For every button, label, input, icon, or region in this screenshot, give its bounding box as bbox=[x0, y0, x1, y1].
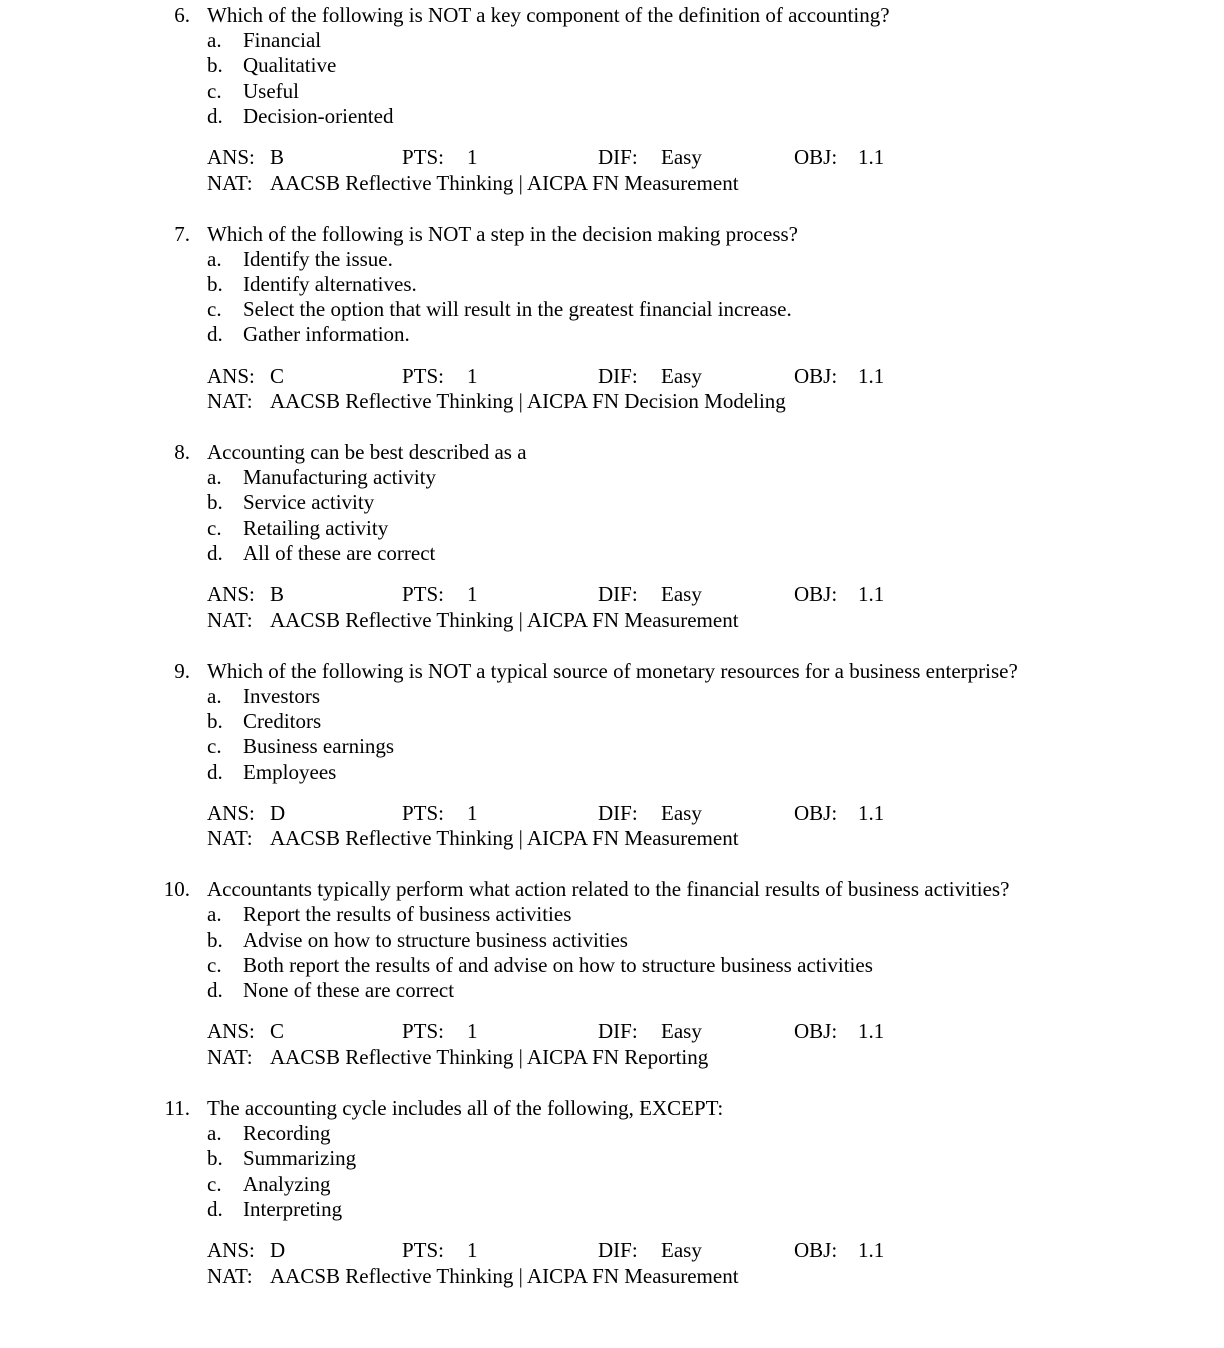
option-text: Useful bbox=[243, 78, 299, 103]
option-letter: a. bbox=[207, 28, 222, 52]
dif-label: DIF: bbox=[598, 800, 638, 825]
question-block bbox=[0, 222, 1224, 432]
obj-value: 1.1 bbox=[858, 1019, 885, 1044]
dif-label: DIF: bbox=[598, 145, 638, 169]
obj-label: OBJ: bbox=[794, 363, 838, 388]
question-text: Which of the following is NOT a key component of the definition of accounting? bbox=[207, 3, 890, 27]
option-text: Identify alternatives. bbox=[243, 271, 417, 296]
obj-value: 1.1 bbox=[858, 800, 885, 825]
pts-value: 1 bbox=[467, 363, 478, 388]
obj-label: OBJ: bbox=[794, 800, 838, 825]
option-letter: b. bbox=[207, 709, 223, 734]
option-text: Manufacturing activity bbox=[243, 465, 437, 490]
nat-value: AACSB Reflective Thinking | AICPA FN Measurement bbox=[270, 170, 739, 195]
option-text: Creditors bbox=[243, 709, 322, 734]
pts-value: 1 bbox=[467, 1238, 478, 1262]
question-text: The accounting cycle includes all of the following, EXCEPT: bbox=[207, 1096, 724, 1120]
option-letter: d. bbox=[207, 103, 223, 128]
nat-label: NAT: bbox=[207, 170, 253, 195]
question-block bbox=[0, 440, 1224, 650]
option-text: Both report the results of and advise on how to structure business activities bbox=[243, 952, 873, 977]
option-letter: c. bbox=[207, 297, 222, 322]
option-text: Interpreting bbox=[243, 1196, 343, 1221]
option-text: All of these are correct bbox=[243, 541, 436, 566]
question-number: 7. bbox=[174, 221, 190, 246]
option-letter: a. bbox=[207, 902, 222, 927]
option-text: Business earnings bbox=[243, 734, 395, 759]
dif-value: Easy bbox=[661, 145, 702, 169]
ans-label: ANS: bbox=[207, 1238, 255, 1262]
option-letter: d. bbox=[207, 759, 223, 784]
option-letter: c. bbox=[207, 734, 222, 759]
ans-value: C bbox=[270, 1019, 285, 1044]
obj-value: 1.1 bbox=[858, 145, 885, 169]
option-text: Analyzing bbox=[243, 1171, 331, 1196]
ans-value: B bbox=[270, 582, 285, 607]
nat-label: NAT: bbox=[207, 826, 253, 851]
pts-label: PTS: bbox=[402, 363, 445, 388]
ans-label: ANS: bbox=[207, 363, 255, 388]
nat-value: AACSB Reflective Thinking | AICPA FN Measurement bbox=[270, 607, 739, 632]
dif-value: Easy bbox=[661, 1238, 702, 1262]
option-letter: b. bbox=[207, 1146, 223, 1171]
nat-value: AACSB Reflective Thinking | AICPA FN Decision Modeling bbox=[270, 389, 786, 414]
option-text: Qualitative bbox=[243, 53, 337, 78]
nat-value: AACSB Reflective Thinking | AICPA FN Reporting bbox=[270, 1044, 709, 1069]
ans-label: ANS: bbox=[207, 582, 255, 607]
option-text: None of these are correct bbox=[243, 978, 455, 1003]
option-letter: a. bbox=[207, 246, 222, 271]
obj-label: OBJ: bbox=[794, 145, 838, 169]
dif-label: DIF: bbox=[598, 1238, 638, 1262]
pts-value: 1 bbox=[467, 1019, 478, 1044]
option-letter: b. bbox=[207, 490, 223, 515]
question-block bbox=[0, 1096, 1224, 1306]
pts-label: PTS: bbox=[402, 800, 445, 825]
ans-value: D bbox=[270, 1238, 286, 1262]
question-text: Accounting can be best described as a bbox=[207, 440, 527, 465]
pts-label: PTS: bbox=[402, 1238, 445, 1262]
dif-label: DIF: bbox=[598, 582, 638, 607]
question-text: Which of the following is NOT a step in the decision making process? bbox=[207, 221, 798, 246]
option-letter: d. bbox=[207, 1196, 223, 1221]
pts-label: PTS: bbox=[402, 145, 445, 169]
option-text: Retailing activity bbox=[243, 515, 389, 540]
question-number: 10. bbox=[163, 877, 190, 902]
obj-value: 1.1 bbox=[858, 363, 885, 388]
option-letter: b. bbox=[207, 271, 223, 296]
question-number: 6. bbox=[174, 3, 190, 27]
ans-value: D bbox=[270, 800, 286, 825]
obj-value: 1.1 bbox=[858, 582, 885, 607]
dif-value: Easy bbox=[661, 363, 702, 388]
option-text: Decision-oriented bbox=[243, 103, 394, 128]
option-text: Advise on how to structure business activities bbox=[243, 927, 628, 952]
ans-label: ANS: bbox=[207, 145, 255, 169]
dif-value: Easy bbox=[661, 582, 702, 607]
option-letter: b. bbox=[207, 53, 223, 78]
dif-label: DIF: bbox=[598, 1019, 638, 1044]
option-letter: a. bbox=[207, 465, 222, 490]
option-text: Employees bbox=[243, 759, 337, 784]
option-letter: b. bbox=[207, 927, 223, 952]
option-letter: d. bbox=[207, 978, 223, 1003]
question-number: 11. bbox=[164, 1096, 190, 1120]
nat-label: NAT: bbox=[207, 389, 253, 414]
pts-value: 1 bbox=[467, 145, 478, 169]
obj-value: 1.1 bbox=[858, 1238, 885, 1262]
ans-label: ANS: bbox=[207, 800, 255, 825]
nat-label: NAT: bbox=[207, 1263, 253, 1288]
question-number: 9. bbox=[174, 658, 190, 683]
dif-value: Easy bbox=[661, 800, 702, 825]
pts-value: 1 bbox=[467, 800, 478, 825]
option-text: Financial bbox=[243, 28, 322, 52]
question-text: Which of the following is NOT a typical source of monetary resources for a business enterprise? bbox=[207, 658, 1018, 683]
question-block bbox=[0, 3, 1224, 213]
nat-label: NAT: bbox=[207, 607, 253, 632]
obj-label: OBJ: bbox=[794, 1238, 838, 1262]
pts-value: 1 bbox=[467, 582, 478, 607]
option-letter: d. bbox=[207, 322, 223, 347]
option-letter: d. bbox=[207, 541, 223, 566]
dif-label: DIF: bbox=[598, 363, 638, 388]
ans-label: ANS: bbox=[207, 1019, 255, 1044]
question-block bbox=[0, 877, 1224, 1087]
question-text: Accountants typically perform what action related to the financial results of business activities? bbox=[207, 877, 1010, 902]
nat-value: AACSB Reflective Thinking | AICPA FN Measurement bbox=[270, 1263, 739, 1288]
obj-label: OBJ: bbox=[794, 582, 838, 607]
ans-value: C bbox=[270, 363, 285, 388]
option-text: Recording bbox=[243, 1121, 331, 1145]
dif-value: Easy bbox=[661, 1019, 702, 1044]
option-letter: c. bbox=[207, 515, 222, 540]
ans-value: B bbox=[270, 145, 285, 169]
question-number: 8. bbox=[174, 440, 190, 465]
option-letter: c. bbox=[207, 78, 222, 103]
option-text: Gather information. bbox=[243, 322, 410, 347]
nat-label: NAT: bbox=[207, 1044, 253, 1069]
pts-label: PTS: bbox=[402, 1019, 445, 1044]
pts-label: PTS: bbox=[402, 582, 445, 607]
option-text: Identify the issue. bbox=[243, 246, 393, 271]
obj-label: OBJ: bbox=[794, 1019, 838, 1044]
option-text: Summarizing bbox=[243, 1146, 357, 1171]
option-letter: c. bbox=[207, 1171, 222, 1196]
option-text: Service activity bbox=[243, 490, 375, 515]
nat-value: AACSB Reflective Thinking | AICPA FN Measurement bbox=[270, 826, 739, 851]
option-letter: c. bbox=[207, 952, 222, 977]
option-text: Investors bbox=[243, 683, 320, 708]
question-block bbox=[0, 659, 1224, 869]
option-text: Select the option that will result in the greatest financial increase. bbox=[243, 297, 792, 322]
option-text: Report the results of business activities bbox=[243, 902, 572, 927]
option-letter: a. bbox=[207, 683, 222, 708]
option-letter: a. bbox=[207, 1121, 222, 1145]
